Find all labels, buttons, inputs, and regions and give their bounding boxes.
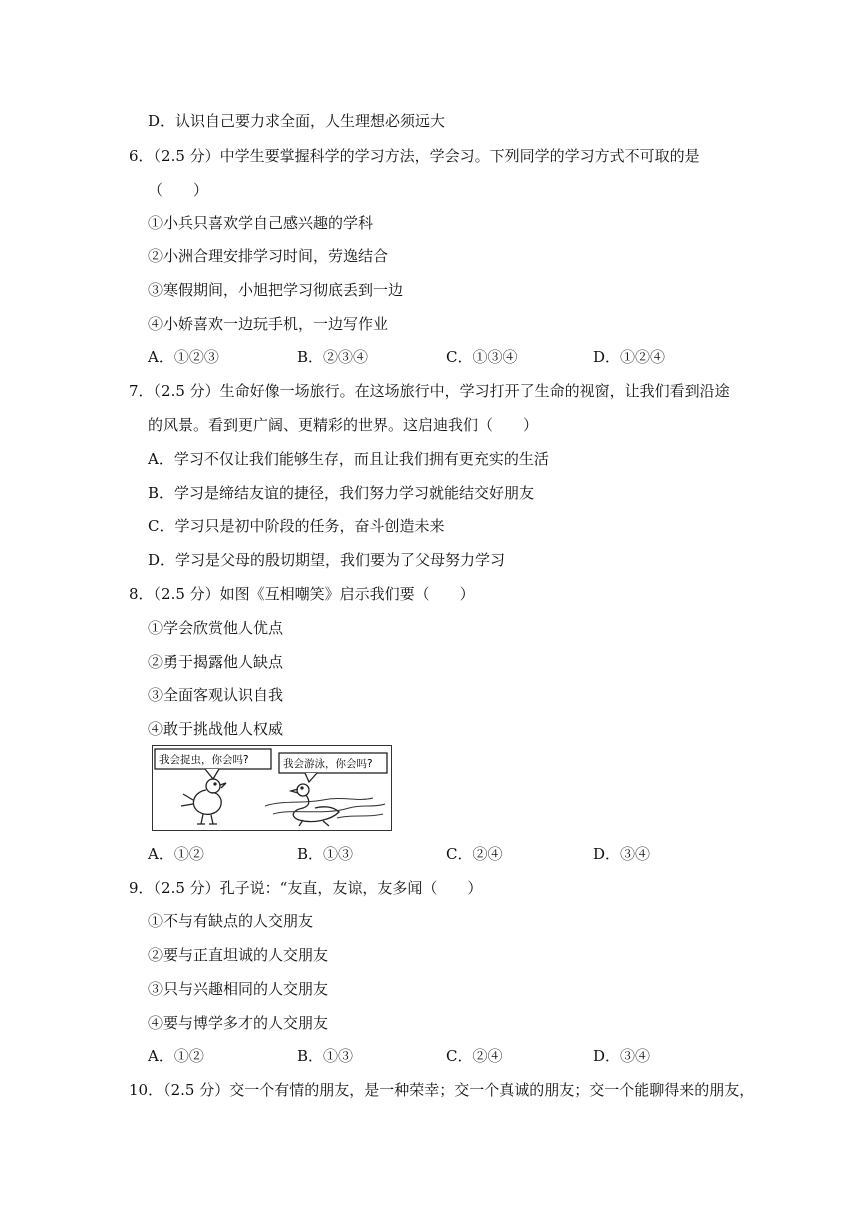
chick-icon (181, 779, 226, 824)
q7-option-a: A．学习不仅让我们能够生存，而且让我们拥有更充实的生活 (148, 450, 549, 468)
q8-item-1: ①学会欣赏他人优点 (148, 619, 284, 637)
q8-option-c: C．②④ (446, 845, 503, 863)
q6-option-b: B．②③④ (297, 348, 369, 366)
q6-stem-line1: 6．（2.5 分）中学生要掌握科学的学习方法，学会习。下列同学的学习方式不可取的是 (129, 147, 700, 165)
q9-item-4: ④要与博学多才的人交朋友 (148, 1014, 329, 1032)
q5-option-d: D．认识自己要力求全面，人生理想必须远大 (148, 112, 446, 130)
q7-stem-line2: 的风景。看到更广阔、更精彩的世界。这启迪我们（ ） (148, 416, 539, 434)
q8-option-b: B．①③ (297, 845, 354, 863)
q8-option-d: D．③④ (593, 845, 651, 863)
comic-mutual-mockery (152, 745, 392, 831)
q6-item-2: ②小洲合理安排学习时间，劳逸结合 (148, 247, 389, 265)
q9-item-2: ②要与正直坦诚的人交朋友 (148, 946, 329, 964)
duck-icon (291, 784, 339, 826)
q8-item-4: ④敢于挑战他人权威 (148, 720, 284, 738)
q7-stem-line1: 7．（2.5 分）生命好像一场旅行。在这场旅行中，学习打开了生命的视窗，让我们看到沿途 (129, 382, 730, 400)
q8-item-2: ②勇于揭露他人缺点 (148, 653, 284, 671)
right-bubble-text: 我会游泳，你会吗? (283, 758, 373, 770)
q9-option-c: C．②④ (446, 1047, 503, 1065)
q10-stem-line1: 10．（2.5 分）交一个有情的朋友，是一种荣幸；交一个真诚的朋友；交一个能聊得来的朋友， (129, 1081, 755, 1099)
q9-option-b: B．①③ (297, 1047, 354, 1065)
q9-item-1: ①不与有缺点的人交朋友 (148, 912, 314, 930)
comic-drawing (153, 746, 390, 829)
q6-item-3: ③寒假期间，小旭把学习彻底丢到一边 (148, 281, 404, 299)
q6-stem-line2: （ ） (148, 181, 209, 199)
left-bubble-text: 我会捉虫，你会吗? (159, 754, 249, 766)
water-lines (265, 798, 385, 818)
q9-item-3: ③只与兴趣相同的人交朋友 (148, 980, 329, 998)
q7-option-b: B．学习是缔结友谊的捷径，我们努力学习就能结交好朋友 (148, 484, 535, 502)
q9-option-a: A．①② (148, 1047, 204, 1065)
q8-option-a: A．①② (148, 845, 204, 863)
q6-option-a: A．①②③ (148, 348, 219, 366)
q6-item-4: ④小娇喜欢一边玩手机，一边写作业 (148, 315, 389, 333)
q6-item-1: ①小兵只喜欢学自己感兴趣的学科 (148, 214, 374, 232)
q7-option-d: D．学习是父母的殷切期望，我们要为了父母努力学习 (148, 551, 506, 569)
q6-option-c: C．①③④ (446, 348, 518, 366)
q7-option-c: C．学习只是初中阶段的任务，奋斗创造未来 (148, 517, 445, 535)
q9-option-d: D．③④ (593, 1047, 651, 1065)
q8-item-3: ③全面客观认识自我 (148, 686, 284, 704)
q6-option-d: D．①②④ (593, 348, 666, 366)
q9-stem-line1: 9．（2.5 分）孔子说：“友直，友谅，友多闻（ ） (129, 879, 483, 897)
q8-stem-line1: 8．（2.5 分）如图《互相嘲笑》启示我们要（ ） (129, 585, 475, 603)
